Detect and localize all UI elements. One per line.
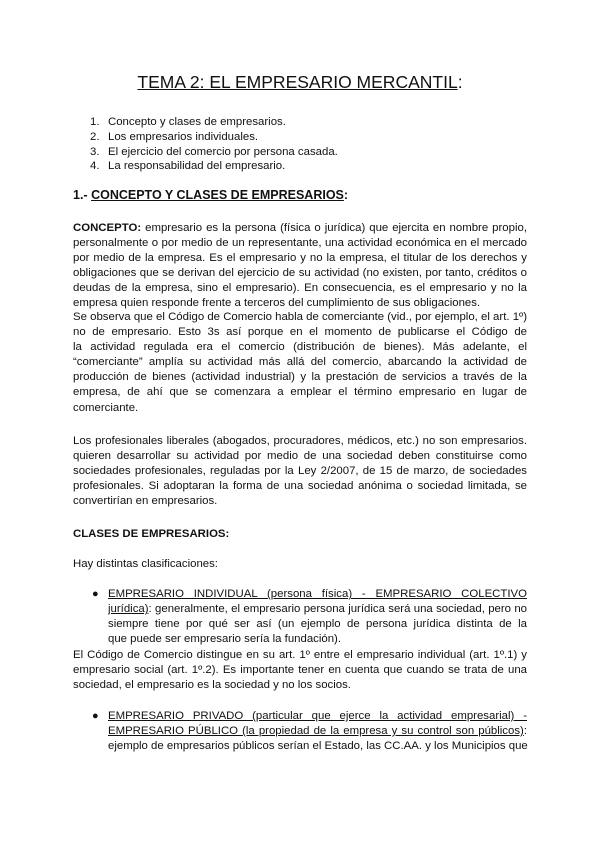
paragraph-codigo [73,310,527,416]
text-segment: comerciante. [73,401,139,414]
text-line [108,602,527,617]
toc-item [90,145,338,160]
section-title: CONCEPTO Y CLASES DE EMPRESARIOS [91,188,344,202]
toc-number: 2. [90,131,100,143]
toc-number: 1. [90,116,100,128]
text-line [73,355,527,370]
text-line [73,464,527,479]
text-line [73,370,527,385]
toc-text: Los empresarios individuales. [108,131,259,143]
text-segment: Se observa que el Código de Comercio habla de comerciante (vid., por ejemplo, el art. 1º) [73,311,527,323]
paragraph-distingue [73,648,527,693]
toc-text: El ejercicio del comercio por persona casada. [108,146,338,158]
text-segment: empresa, de ahí que se comenzara a emplear el término empresario en lugar de [73,386,527,399]
paragraph-profesionales [73,434,527,509]
text-line [73,266,527,281]
toc-text: La responsabilidad del empresario. [108,160,286,172]
text-segment: producción de bienes (actividad industrial) y la prestación de servicios a través de la [73,371,527,384]
paragraph-bullet1 [92,587,527,647]
text-segment: jurídica) [108,603,149,616]
toc-text: Concepto y clases de empresarios. [108,116,286,128]
text-line [108,617,527,632]
text-line [73,494,527,509]
text-segment: la actividad regulada era el comercio (distribución de bienes). Más adelante, el [73,341,527,354]
text-segment: ejemplo de empresarios públicos serían el Estado, las CC.AA. y los Municipios que [108,740,528,753]
text-segment: sociedad, el empresario es la sociedad y no los socios. [73,679,351,692]
toc-item [90,159,285,174]
document-title [0,72,600,93]
title-suffix: : [457,72,463,92]
text-line [73,310,527,325]
toc-item [90,130,258,145]
text-segment: obligaciones que se derivan del ejercicio de su actividad (no existen, por tanto, créditos o [73,267,527,280]
toc-number: 4. [90,160,100,172]
text-segment: CONCEPTO: [73,222,142,234]
text-segment: Hay distintas clasificaciones: [73,558,218,570]
text-line [108,587,527,602]
text-segment: deudas de la empresa, sino el empresario). En consecuencia, es el empresario y no la [73,282,527,295]
text-segment: empresario es la persona (física o jurídica) que ejercita en nombre propio, [141,222,527,234]
text-segment: personalmente o por medio de un representante, una actividad económica en el mercado [73,237,527,250]
text-line [108,724,527,739]
text-line [73,401,527,416]
text-segment: El Código de Comercio distingue en su art. 1º entre el empresario individual (art. 1º.1) y [73,649,527,661]
paragraph-bullet2 [92,709,528,754]
text-line [73,434,527,449]
paragraph-clases-heading [73,527,527,542]
bullet-icon: ● [92,710,99,722]
bullet-icon: ● [92,588,99,600]
text-segment: convertirían en empresarios. [73,495,218,508]
text-line [73,385,527,400]
section-number: 1.- [73,188,92,202]
text-line [73,449,527,464]
text-line [73,236,527,251]
text-segment: que puede ser empresario sería la fundación). [108,633,342,646]
text-line [73,527,527,542]
paragraph-hay [73,557,527,572]
text-segment: profesionales. Si adoptaran la forma de una sociedad anónima o sociedad limitada, se [73,480,527,493]
text-segment: empresario social (art. 1º.2). Es importante tener en cuenta que cuando se trata de una [73,664,527,677]
text-line [108,709,527,724]
text-line [73,678,527,693]
title-text: TEMA 2: EL EMPRESARIO MERCANTIL [137,72,458,92]
text-segment: por medio de la empresa. Es el empresario y no la empresa, el titular de los derechos y [73,252,527,265]
text-segment: EMPRESARIO PÚBLICO (la propiedad de la empresa y su control son públicos) [108,725,524,738]
text-segment: siempre tiene por qué ser así (un ejemplo de persona jurídica distinta de la [108,618,527,631]
text-segment: EMPRESARIO INDIVIDUAL (persona física) - EMPRESARIO COLECTIVO [108,588,527,600]
text-segment: “comerciante” amplía su actividad más allá del comercio, abarcando la actividad de [73,356,527,369]
section-suffix: : [343,188,349,202]
text-line [73,340,527,355]
text-line [73,281,527,296]
text-segment: : generalmente, el empresario persona jurídica será una sociedad, pero no [148,603,527,616]
section-heading [73,188,527,203]
toc-item [90,115,286,130]
text-segment: EMPRESARIO PRIVADO (particular que ejerce la actividad empresarial) - [108,710,527,722]
text-segment: sociedades profesionales, reguladas por la Ley 2/2007, de 15 de marzo, de sociedades [73,465,527,478]
paragraph-concepto [73,221,527,312]
text-line [73,557,527,572]
text-line [73,251,527,266]
text-line [73,221,527,236]
text-segment: : [523,725,527,738]
text-line [108,739,527,754]
toc-number: 3. [90,146,100,158]
text-line [73,648,527,663]
text-line [73,663,527,678]
text-segment: empresa quien responde frente a terceros del cumplimiento de sus obligaciones. [73,297,481,310]
text-segment: no de empresario. Esto 3s así porque en el momento de publicarse el Código de [73,326,527,339]
text-segment: Los profesionales liberales (abogados, procuradores, médicos, etc.) no son empresarios. [73,435,527,447]
text-line [108,632,527,647]
text-segment: CLASES DE EMPRESARIOS: [73,528,230,540]
text-segment: quieren desarrollar su actividad por medio de una sociedad deben constituirse como [73,450,527,463]
text-line [73,479,527,494]
text-line [73,325,527,340]
